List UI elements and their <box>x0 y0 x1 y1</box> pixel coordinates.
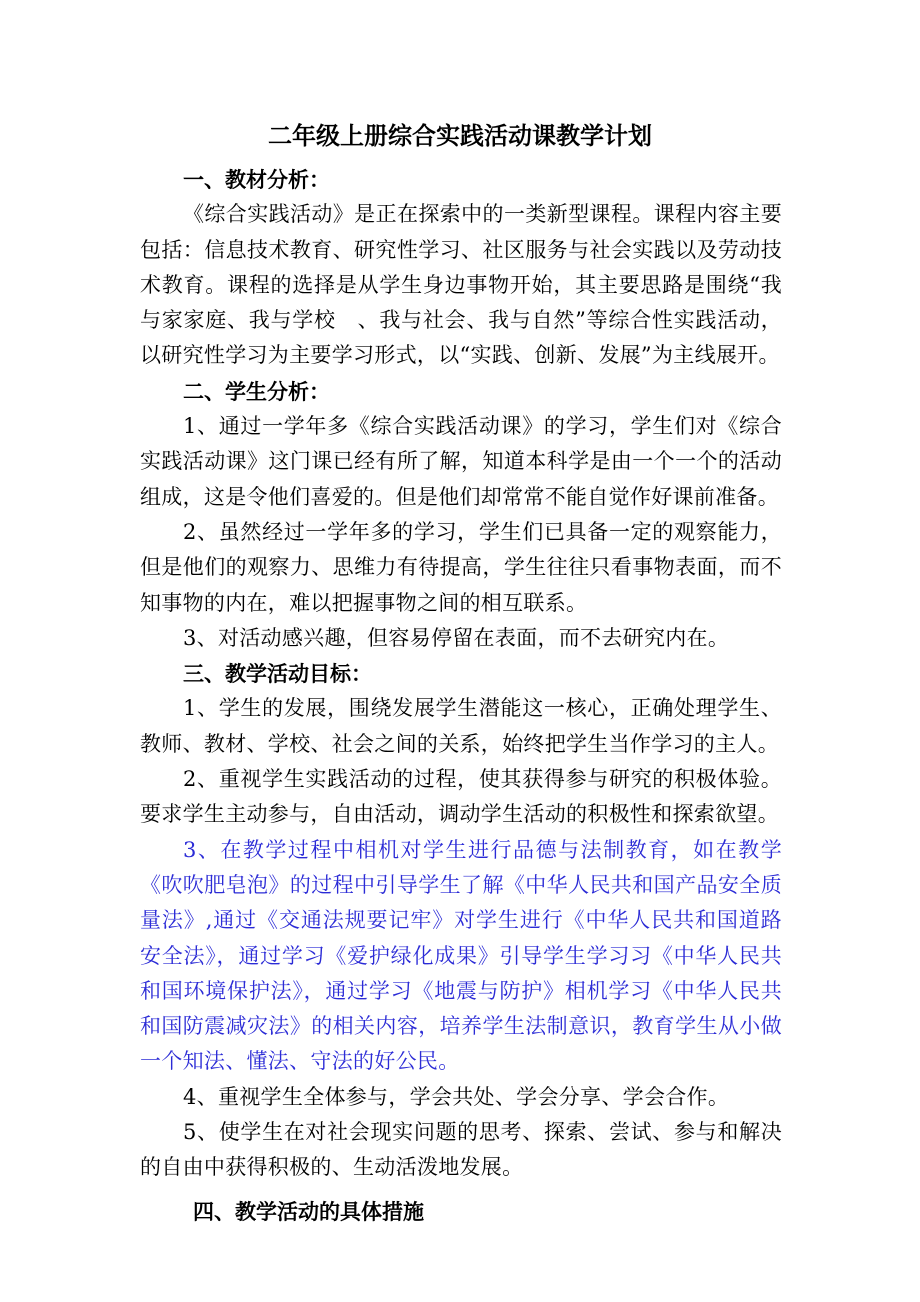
section-heading-textbook-analysis: 一、教材分析： <box>183 167 330 192</box>
paragraph-student-analysis-2: 2、虽然经过一学年多的学习，学生们已具备一定的观察能力，但是他们的观察力、思维力有待提高，学生往往只看事物表面，而不知事物的内在，难以把握事物之间的相互联系。 <box>140 519 782 615</box>
document-title: 二年级上册综合实践活动课教学计划 <box>268 121 652 150</box>
paragraph-teaching-goal-4: 4、重视学生全体参与，学会共处、学会分享、学会合作。 <box>183 1084 730 1109</box>
section-heading-teaching-measures: 四、教学活动的具体措施 <box>193 1198 424 1224</box>
section-heading-teaching-goals: 三、教学活动目标： <box>183 661 372 687</box>
paragraph-teaching-goal-2: 2、重视学生实践活动的过程，使其获得参与研究的积极体验。要求学生主动参与，自由活动，调动学生活动的积极性和探索欲望。 <box>140 767 782 827</box>
document-body <box>140 162 782 1229</box>
section-heading-student-analysis: 二、学生分析： <box>183 378 330 404</box>
paragraph-teaching-goal-5: 5、使学生在对社会现实问题的思考、探索、尝试、参与和解决的自由中获得积极的、生动活泼地发展。 <box>140 1120 782 1180</box>
paragraph-student-analysis-3: 3、对活动感兴趣，但容易停留在表面，而不去研究内在。 <box>183 625 730 650</box>
paragraph-textbook-analysis: 《综合实践活动》是正在探索中的一类新型课程。课程内容主要包括：信息技术教育、研究性学习、社区服务与社会实践以及劳动技术教育。课程的选择是从学生身边事物开始，其主要思路是围绕“我与家家庭、我与学校 、我与社会、我与自然”等综合性实践活动，以研究性学习为主要学习形式，以“实践、创新、发展”为主线展开。 <box>140 202 782 368</box>
paragraph-teaching-goal-1: 1、学生的发展，围绕发展学生潜能这一核心，正确处理学生、教师、教材、学校、社会之间的关系，始终把学生当作学习的主人。 <box>140 696 782 756</box>
paragraph-student-analysis-1: 1、通过一学年多《综合实践活动课》的学习，学生们对《综合实践活动课》这门课已经有所了解，知道本科学是由一个一个的活动组成，这是令他们喜爱的。但是他们却常常不能自觉作好课前准备。 <box>140 414 782 509</box>
paragraph-teaching-goal-3-highlighted: 3、在教学过程中相机对学生进行品德与法制教育，如在教学《吹吹肥皂泡》的过程中引导学生了解《中华人民共和国产品安全质量法》,通过《交通法规要记牢》对学生进行《中华人民共和国道路安全法》，通过学习《爱护绿化成果》引导学生学习习《中华人民共和国环境保护法》，通过学习《地震与防护》相机学习《中华人民共和国防震减灾法》的相关内容，培养学生法制意识，教育学生从小做一个知法、懂法、守法的好公民。 <box>140 837 782 1074</box>
